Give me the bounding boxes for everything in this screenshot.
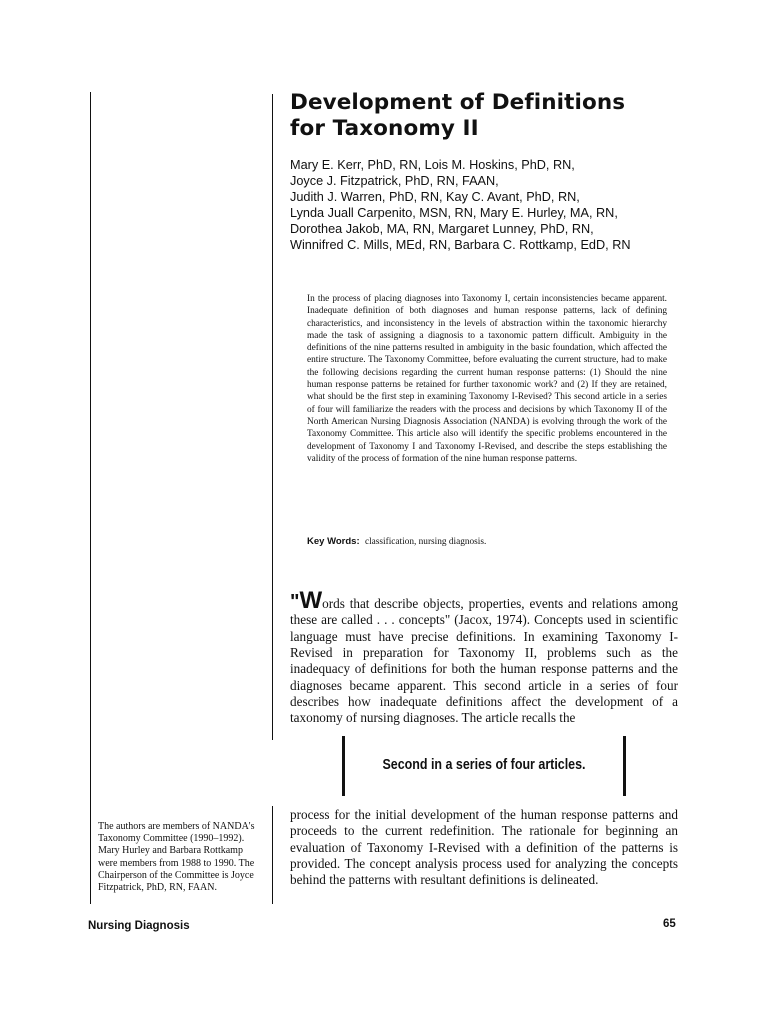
- keywords: [307, 536, 667, 548]
- title-line-1: Development of Definitions: [290, 90, 626, 115]
- body-paragraph-1-text: ords that describe objects, properties, events and relations among these are called . . . concepts" (Jacox, 1974). Concepts used in scientific language must have precise definitions. In examining Taxonomy I-Revised in preparation for Taxonomy II, problems such as the inadequacy of definitions for both the human response patterns and the diagnoses became apparent. This second article in a series of four describes how inadequate definitions affect the development of a taxonomy of nursing diagnoses. The article recalls the: [290, 596, 678, 726]
- author-line: Winnifred C. Mills, MEd, RN, Barbara C. Rottkamp, EdD, RN: [290, 238, 631, 252]
- page-number: 65: [663, 918, 676, 930]
- abstract: In the process of placing diagnoses into Taxonomy I, certain inconsistencies became apparent. Inadequate definition of both diagnoses and human response patterns, lack of defining characteristics, and inconsistency in the levels of abstraction within the taxonomic hierarchy made the task of assigning a diagnosis to a taxonomic pattern difficult. Ambiguity in the definitions of the nine patterns resulted in ambiguity in the basic foundation, which affected the entire structure. The Taxonomy Committee, before evaluating the current structure, had to make the following decisions regarding the current human response patterns: (1) Should the nine human response patterns be retained for further taxonomic work? and (2) If they are retained, what should be the first step in examining Taxonomy I-Revised? This second article in a series of four will familiarize the readers with the process and decisions by which Taxonomy II of the North American Nursing Diagnosis Association (NANDA) is evolving through the work of the Taxonomy Committee. This article also will identify the specific problems encountered in the development of Taxonomy I and Taxonomy I-Revised, and describe the steps establishing the validity of the process of formation of the nine human response patterns.: [307, 294, 667, 464]
- drop-cap: W: [299, 587, 323, 614]
- main-column-rule: [272, 94, 273, 740]
- author-line: Lynda Juall Carpenito, MSN, RN, Mary E. Hurley, MA, RN,: [290, 206, 618, 220]
- article-title: [290, 90, 690, 142]
- body-paragraph-2: process for the initial development of the human response patterns and proceeds to the current redefinition. The rationale for beginning an evaluation of Taxonomy I-Revised with a definition of the patterns is provided. The concept analysis process used for analyzing the concepts behind the patterns with resultant definitions is delineated.: [290, 807, 678, 888]
- left-column-rule: [90, 92, 91, 904]
- author-line: Judith J. Warren, PhD, RN, Kay C. Avant, PhD, RN,: [290, 190, 580, 204]
- author-line: Mary E. Kerr, PhD, RN, Lois M. Hoskins, PhD, RN,: [290, 158, 575, 172]
- title-line-2: for Taxonomy II: [290, 116, 479, 141]
- callout-right-bar: [623, 736, 626, 796]
- keywords-text: classification, nursing diagnosis.: [364, 537, 487, 547]
- author-line: Joyce J. Fitzpatrick, PhD, RN, FAAN,: [290, 174, 499, 188]
- opening-quote: ": [290, 591, 300, 613]
- author-footnote: The authors are members of NANDA's Taxonomy Committee (1990–1992). Mary Hurley and Barbara Rottkamp were members from 1988 to 1990. The Chairperson of the Committee is Joyce Fitzpatrick, PhD, RN, FAAN.: [98, 821, 255, 894]
- author-list: [290, 157, 690, 253]
- keywords-label: Key Words:: [307, 536, 360, 547]
- callout-left-bar: [342, 736, 345, 796]
- author-line: Dorothea Jakob, MA, RN, Margaret Lunney, PhD, RN,: [290, 222, 594, 236]
- main-column-rule-lower: [272, 806, 273, 904]
- journal-name: Nursing Diagnosis: [88, 920, 190, 932]
- pull-quote: Second in a series of four articles.: [382, 757, 586, 773]
- body-paragraph-1: [290, 587, 678, 727]
